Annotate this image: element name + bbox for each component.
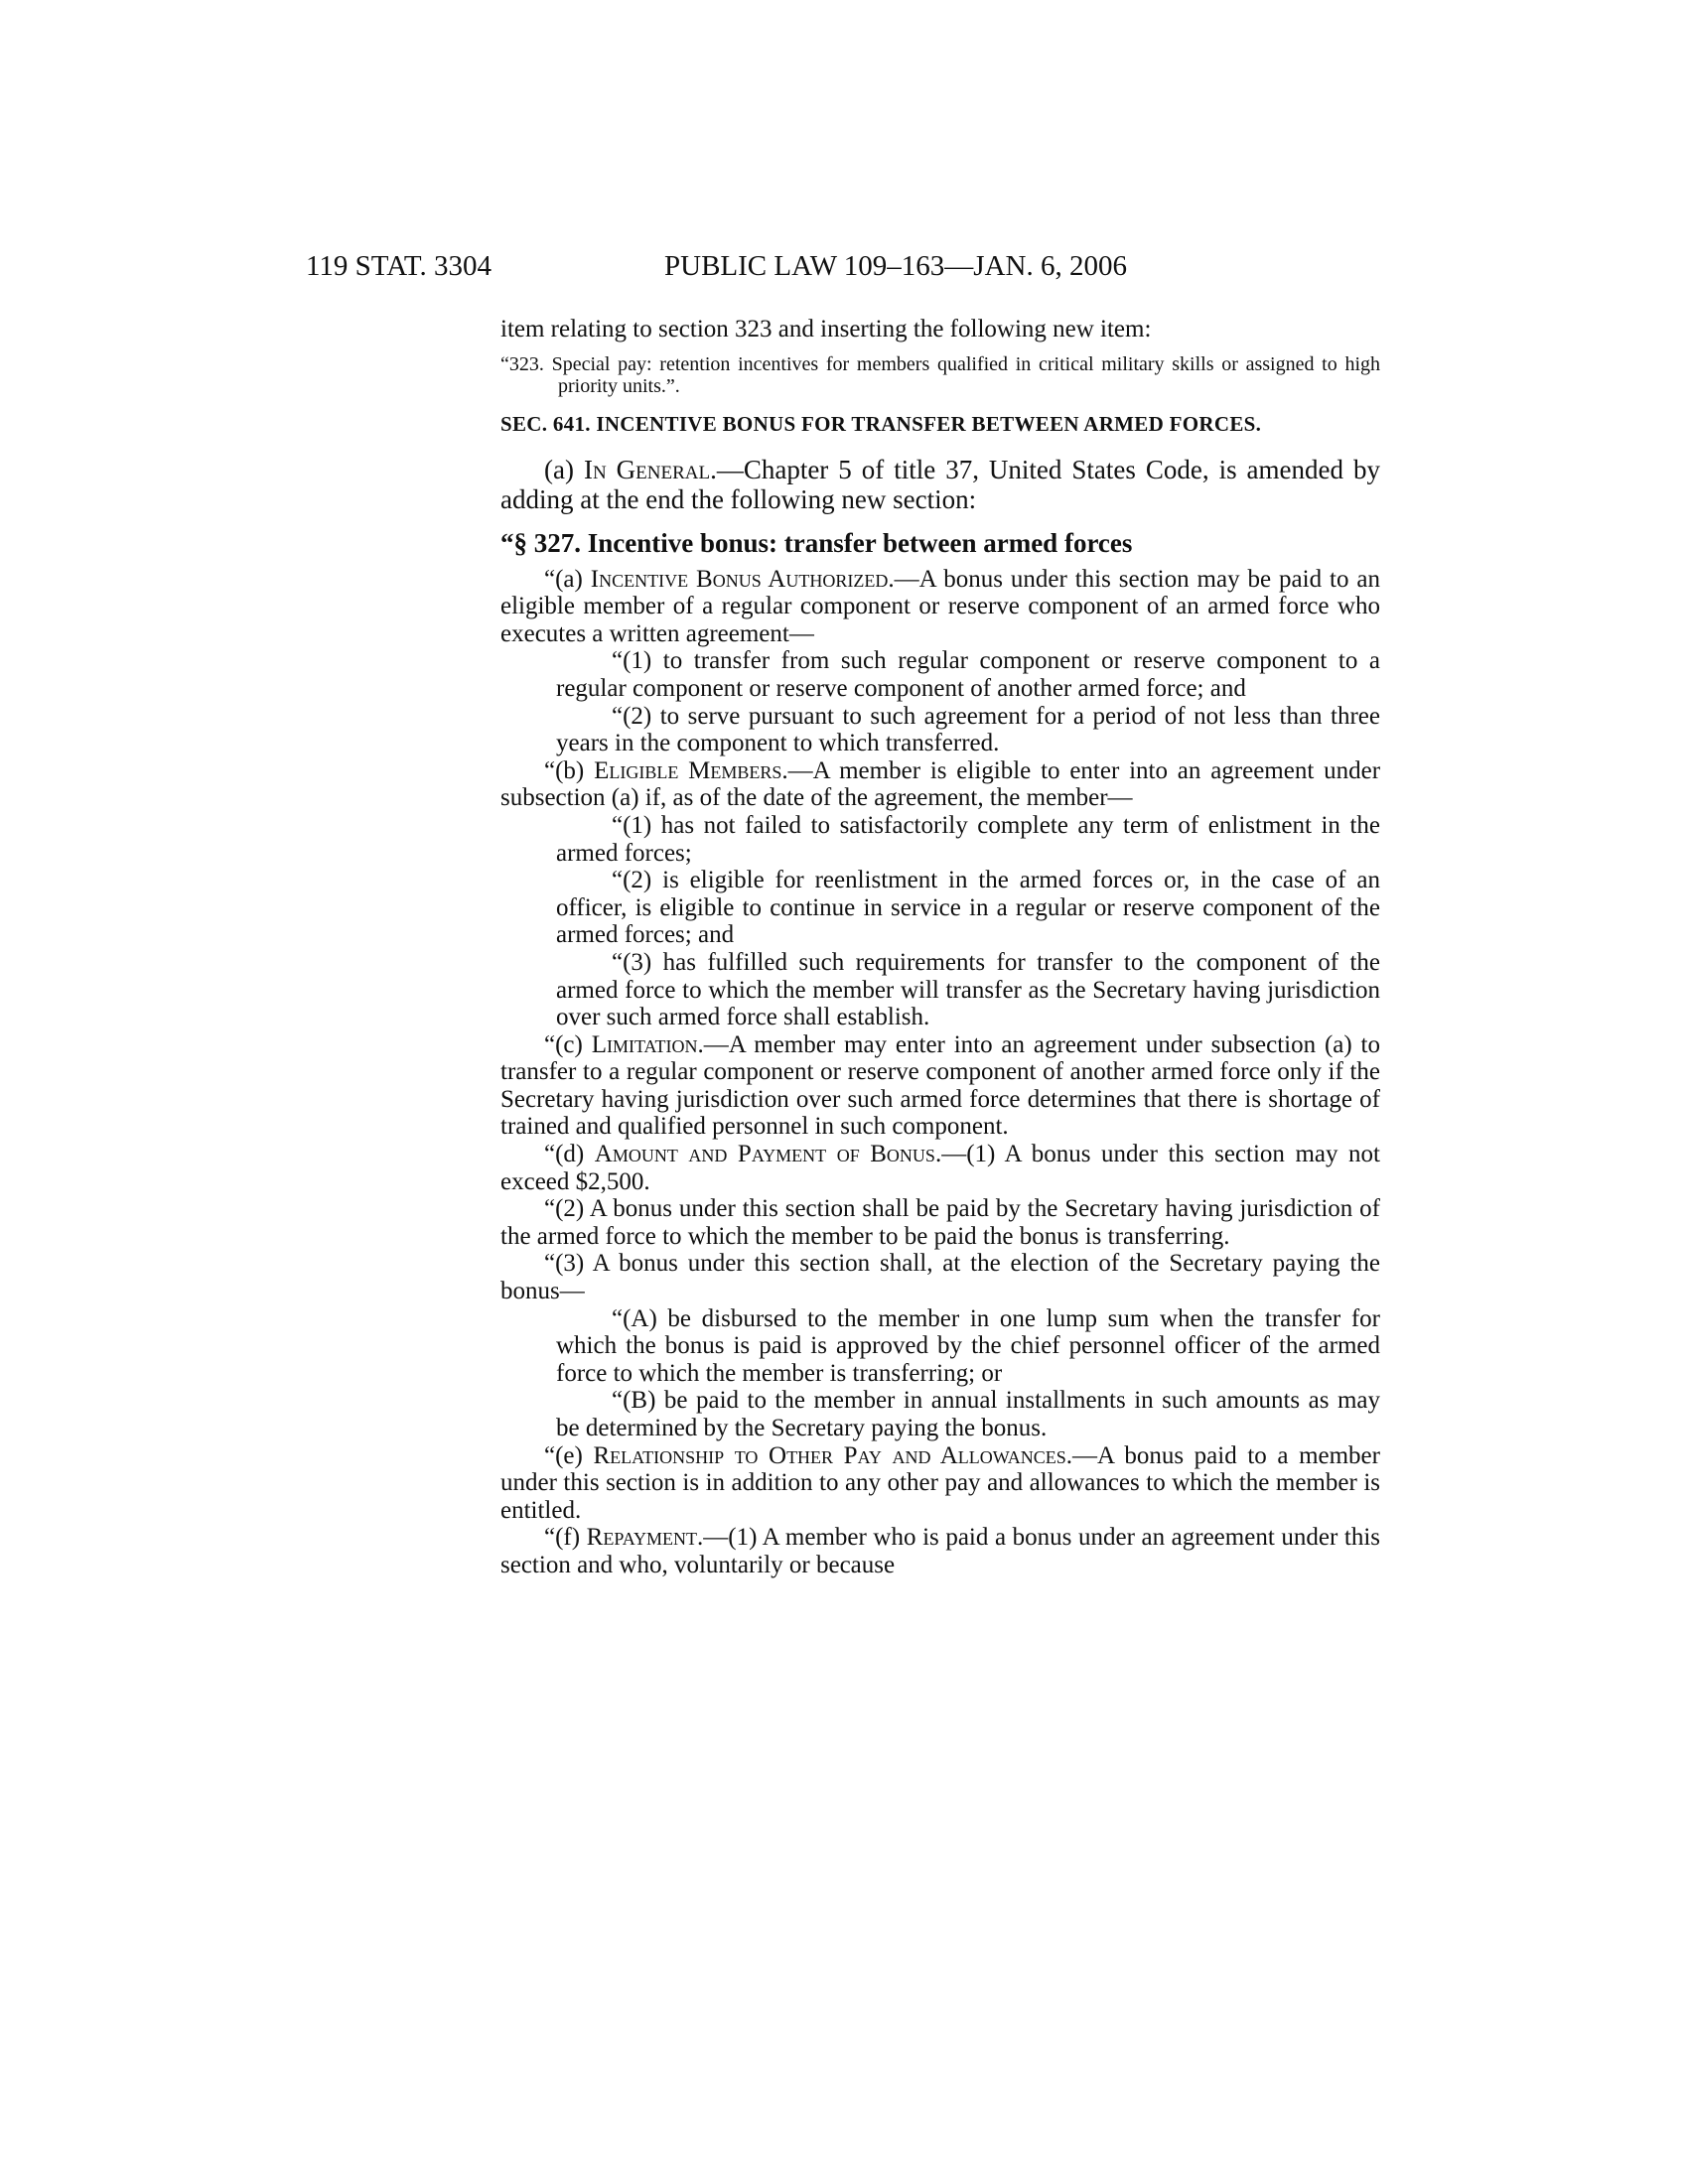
section-heading: SEC. 641. INCENTIVE BONUS FOR TRANSFER BETWEEN ARMED FORCES.	[500, 411, 1262, 436]
subsection-text: —Chapter 5 of title 37, United States Code, is amended by adding at the end the following new section:	[500, 454, 1380, 514]
subsection-a-in-general	[500, 455, 1380, 514]
paragraph-b-1: “(1) has not failed to satisfactorily complete any term of enlistment in the armed forces;	[556, 811, 1380, 867]
paragraph-prefix: “(d)	[544, 1141, 595, 1168]
paragraph-b-3: “(3) has fulfilled such requirements for transfer to the component of the armed force to which the member will transfer as the Secretary having jurisdiction over such armed force shall establish.	[556, 948, 1380, 1031]
paragraph-d	[500, 1141, 1380, 1195]
paragraph-heading: Eligible Members.	[594, 756, 788, 784]
paragraph-c	[500, 1031, 1380, 1141]
paragraph-heading: Limitation.	[591, 1030, 704, 1058]
table-of-contents-item: “323. Special pay: retention incentives for members qualified in critical military skills or assigned to high priority units.”.	[500, 352, 1380, 397]
paragraph-heading: Repayment.	[586, 1524, 704, 1552]
paragraph-text: —(1) A bonus under this section may not exceed $2,500.	[500, 1141, 1381, 1195]
paragraph-b	[500, 757, 1380, 812]
document-body	[500, 316, 1380, 1579]
paragraph-text: —A member is eligible to enter into an agreement under subsection (a) if, as of the date of the agreement, the member—	[500, 756, 1381, 812]
intro-text: item relating to section 323 and inserting the following new item:	[500, 316, 1152, 342]
paragraph-d-3: “(3) A bonus under this section shall, at the election of the Secretary paying the bonus—	[500, 1250, 1380, 1305]
paragraph-text: —A bonus paid to a member under this section is in addition to any other pay and allowances to which the member is entitled.	[500, 1441, 1380, 1524]
paragraph-a-1: “(1) to transfer from such regular component or reserve component to a regular component or reserve component of another armed force; and	[556, 647, 1380, 702]
paragraph-f	[500, 1524, 1380, 1578]
paragraph-prefix: “(b)	[544, 756, 595, 784]
paragraph-b-2: “(2) is eligible for reenlistment in the armed forces or, in the case of an officer, is eligible to continue in service in a regular or reserve component of the armed forces; and	[556, 867, 1380, 949]
paragraph-prefix: “(a)	[544, 565, 591, 593]
paragraph-text: —(1) A member who is paid a bonus under an agreement under this section and who, voluntarily or because	[500, 1524, 1380, 1578]
paragraph-d-2: “(2) A bonus under this section shall be paid by the Secretary having jurisdiction of the armed force to which the member to be paid the bonus is transferring.	[500, 1195, 1380, 1250]
paragraph-heading: Amount and Payment of Bonus.	[594, 1141, 942, 1168]
paragraph-d-3-B: “(B) be paid to the member in annual installments in such amounts as may be determined by the Secretary paying the bonus.	[556, 1387, 1380, 1441]
subsection-heading: In General.	[583, 454, 717, 484]
paragraph-text: —A member may enter into an agreement under subsection (a) to transfer to a regular component or reserve component of another armed force only if the Secretary having jurisdiction over such armed force determines that there is shortage of trained and qualified personnel in such component.	[500, 1030, 1380, 1141]
paragraph-heading: Relationship to Other Pay and Allowances.	[593, 1441, 1073, 1469]
new-section-title: “§ 327. Incentive bonus: transfer between armed forces	[500, 527, 1133, 558]
page-header	[0, 250, 1688, 290]
paragraph-heading: Incentive Bonus Authorized.	[590, 565, 895, 593]
statute-page-number: 119 STAT. 3304	[306, 250, 492, 282]
paragraph-prefix: “(c)	[544, 1030, 592, 1058]
paragraph-prefix: “(f)	[544, 1524, 587, 1552]
paragraph-e	[500, 1442, 1380, 1525]
paragraph-prefix: “(e)	[544, 1441, 594, 1469]
paragraph-d-3-A: “(A) be disbursed to the member in one lump sum when the transfer for which the bonus is paid is approved by the chief personnel officer of the armed force to which the member is transferring; or	[556, 1304, 1380, 1387]
paragraph-a	[500, 566, 1380, 648]
subsection-prefix: (a)	[544, 454, 584, 484]
public-law-citation: PUBLIC LAW 109–163—JAN. 6, 2006	[664, 250, 1127, 282]
paragraph-a-2: “(2) to serve pursuant to such agreement for a period of not less than three years in the component to which transferred.	[556, 702, 1380, 757]
paragraph-text: —A bonus under this section may be paid to an eligible member of a regular component or reserve component of an armed force who executes a written agreement—	[500, 565, 1381, 647]
